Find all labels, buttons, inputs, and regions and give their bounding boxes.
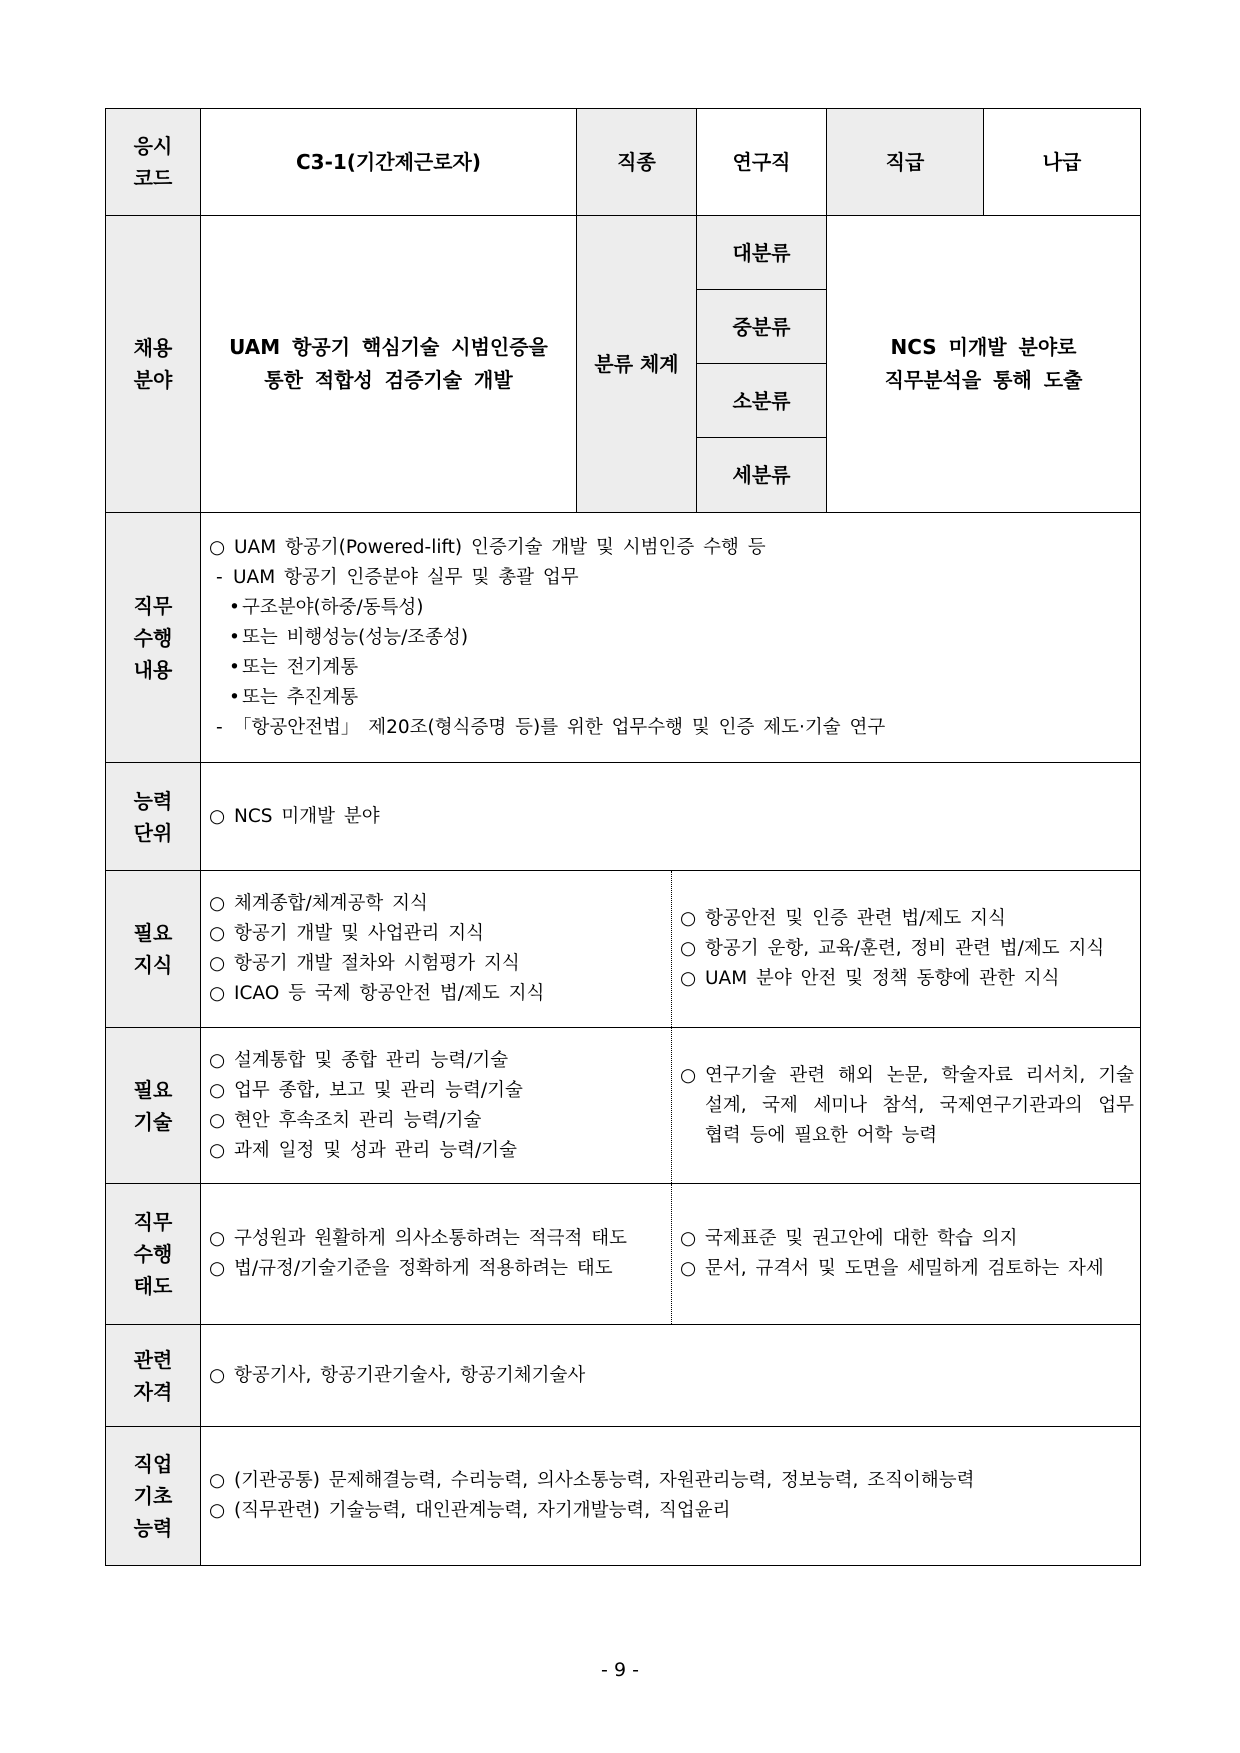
knowledge-line-text: 항공기 운항, 교육/훈련, 정비 관련 법/제도 지식 bbox=[705, 938, 1105, 959]
bullet-marker: ○ bbox=[209, 1049, 226, 1071]
attitude-line bbox=[209, 1224, 665, 1254]
knowledge-line bbox=[680, 904, 1134, 934]
classification-system-label: 분류 체계 bbox=[577, 216, 697, 513]
duties-line-text: 또는 전기계통 bbox=[242, 656, 359, 678]
attitude-left-column bbox=[201, 1184, 671, 1324]
classification-major: 대분류 bbox=[697, 216, 827, 290]
knowledge-line bbox=[209, 919, 665, 949]
competency-line bbox=[209, 802, 1134, 832]
job-description-table bbox=[105, 108, 1141, 1566]
basic-competency-line-text: (기관공통) 문제해결능력, 수리능력, 의사소통능력, 자원관리능력, 정보능력, 조직이해능력 bbox=[234, 1470, 975, 1491]
bullet-marker: ○ bbox=[680, 1064, 697, 1086]
duties-label: 직무 수행 내용 bbox=[106, 513, 201, 763]
classification-value: NCS 미개발 분야로 직무분석을 통해 도출 bbox=[827, 216, 1141, 513]
skills-line bbox=[680, 1061, 1134, 1151]
bullet-marker: ○ bbox=[209, 1470, 226, 1491]
duties-line bbox=[209, 623, 1134, 653]
recruitment-field-title: UAM 항공기 핵심기술 시범인증을 통한 적합성 검증기술 개발 bbox=[201, 216, 577, 513]
basic-competency-content bbox=[201, 1427, 1141, 1566]
attitude-line-text: 법/규정/기술기준을 정확하게 적용하려는 태도 bbox=[234, 1258, 613, 1279]
basic-competency-line-text: (직무관련) 기술능력, 대인관계능력, 자기개발능력, 직업윤리 bbox=[234, 1500, 731, 1521]
skills-line bbox=[209, 1136, 665, 1166]
skills-line-text-part: 설계, 국제 세미나 참석, 국제연구기관과의 업무 bbox=[705, 1094, 1134, 1116]
skills-line-text: 설계통합 및 종합 관리 능력/기술 bbox=[234, 1049, 509, 1071]
competency-unit-label: 능력 단위 bbox=[106, 763, 201, 871]
bullet-marker: ○ bbox=[209, 1228, 226, 1249]
attitude-line bbox=[680, 1254, 1134, 1284]
bullet-marker: ○ bbox=[209, 1500, 226, 1521]
knowledge-line-text: 항공기 개발 절차와 시험평가 지식 bbox=[234, 953, 520, 974]
skills-left-column bbox=[201, 1028, 671, 1183]
duties-line-text: 「항공안전법」 제20조(형식증명 등)를 위한 업무수행 및 인증 제도·기술 연구 bbox=[233, 716, 886, 738]
duties-line bbox=[209, 563, 1134, 593]
bullet-marker: ○ bbox=[209, 953, 226, 974]
competency-unit-content bbox=[201, 763, 1141, 871]
duties-line-text: UAM 항공기(Powered-lift) 인증기술 개발 및 시범인증 수행 등 bbox=[234, 536, 766, 558]
job-type-value: 연구직 bbox=[697, 109, 827, 216]
duties-line bbox=[209, 683, 1134, 713]
knowledge-line-text: 항공안전 및 인증 관련 법/제도 지식 bbox=[705, 908, 1006, 929]
dash-marker: - bbox=[216, 566, 223, 588]
attitude-line-text: 구성원과 원활하게 의사소통하려는 적극적 태도 bbox=[234, 1228, 627, 1249]
bullet-marker: ○ bbox=[209, 536, 226, 558]
dot-marker: • bbox=[229, 626, 240, 648]
duties-line-text: 또는 추진계통 bbox=[242, 686, 359, 708]
bullet-marker: ○ bbox=[209, 1258, 226, 1279]
dot-marker: • bbox=[229, 596, 240, 618]
classification-middle: 중분류 bbox=[697, 290, 827, 364]
bullet-marker: ○ bbox=[680, 938, 697, 959]
bullet-marker: ○ bbox=[209, 893, 226, 914]
bullet-marker: ○ bbox=[209, 1364, 226, 1386]
work-attitude-label: 직무 수행 태도 bbox=[106, 1184, 201, 1325]
grade-label: 직급 bbox=[827, 109, 984, 216]
skills-line bbox=[209, 1106, 665, 1136]
skills-line-text: 과제 일정 및 성과 관리 능력/기술 bbox=[234, 1139, 517, 1161]
dash-marker: - bbox=[216, 716, 223, 738]
knowledge-line bbox=[209, 949, 665, 979]
attitude-line-text: 국제표준 및 권고안에 대한 학습 의지 bbox=[705, 1228, 1018, 1249]
duties-line bbox=[209, 593, 1134, 623]
skills-line-text bbox=[705, 1061, 1134, 1151]
classification-minor: 소분류 bbox=[697, 364, 827, 438]
skills-line-text: 현안 후속조치 관리 능력/기술 bbox=[234, 1109, 482, 1131]
duties-line-text: 또는 비행성능(성능/조종성) bbox=[242, 626, 469, 648]
bullet-marker: ○ bbox=[209, 1079, 226, 1101]
skills-line-text-part: 연구기술 관련 해외 논문, 학술자료 리서치, 기술 bbox=[705, 1064, 1134, 1086]
duties-line-text: 구조분야(하중/동특성) bbox=[242, 596, 424, 618]
certification-label: 관련 자격 bbox=[106, 1325, 201, 1427]
bullet-marker: ○ bbox=[209, 1109, 226, 1131]
attitude-right-column bbox=[671, 1184, 1140, 1324]
bullet-marker: ○ bbox=[209, 983, 226, 1004]
certification-line-text: 항공기사, 항공기관기술사, 항공기체기술사 bbox=[234, 1364, 586, 1386]
dot-marker: • bbox=[229, 686, 240, 708]
certification-line bbox=[209, 1361, 1134, 1391]
bullet-marker: ○ bbox=[680, 908, 697, 929]
duties-content bbox=[201, 513, 1141, 763]
knowledge-line-text: ICAO 등 국제 항공안전 법/제도 지식 bbox=[234, 983, 545, 1004]
knowledge-line bbox=[209, 979, 665, 1009]
classification-detail: 세분류 bbox=[697, 438, 827, 513]
basic-competency-line bbox=[209, 1496, 1134, 1526]
knowledge-line bbox=[680, 934, 1134, 964]
skills-line-text-part: 협력 등에 필요한 어학 능력 bbox=[705, 1124, 938, 1146]
basic-competency-label: 직업 기초 능력 bbox=[106, 1427, 201, 1566]
required-knowledge-label: 필요 지식 bbox=[106, 871, 201, 1028]
required-knowledge-content bbox=[201, 871, 1141, 1028]
duties-line bbox=[209, 713, 1134, 743]
bullet-marker: ○ bbox=[680, 1258, 697, 1279]
bullet-marker: ○ bbox=[209, 805, 226, 827]
skills-line-text: 업무 종합, 보고 및 관리 능력/기술 bbox=[234, 1079, 523, 1101]
skills-right-column bbox=[671, 1028, 1140, 1183]
attitude-line bbox=[680, 1224, 1134, 1254]
exam-code-label: 응시 코드 bbox=[106, 109, 201, 216]
required-skills-label: 필요 기술 bbox=[106, 1028, 201, 1184]
bullet-marker: ○ bbox=[680, 968, 697, 989]
skills-line bbox=[209, 1046, 665, 1076]
duties-line-text: UAM 항공기 인증분야 실무 및 총괄 업무 bbox=[233, 566, 579, 588]
work-attitude-content bbox=[201, 1184, 1141, 1325]
certification-content bbox=[201, 1325, 1141, 1427]
job-type-label: 직종 bbox=[577, 109, 697, 216]
knowledge-left-column bbox=[201, 871, 671, 1027]
basic-competency-line bbox=[209, 1466, 1134, 1496]
knowledge-line bbox=[680, 964, 1134, 994]
attitude-line-text: 문서, 규격서 및 도면을 세밀하게 검토하는 자세 bbox=[705, 1258, 1104, 1279]
bullet-marker: ○ bbox=[209, 1139, 226, 1161]
recruitment-field-label: 채용 분야 bbox=[106, 216, 201, 513]
dot-marker: • bbox=[229, 656, 240, 678]
duties-line bbox=[209, 653, 1134, 683]
page-number: - 9 - bbox=[601, 1659, 639, 1681]
knowledge-right-column bbox=[671, 871, 1140, 1027]
exam-code-value: C3-1(기간제근로자) bbox=[201, 109, 577, 216]
competency-line-text: NCS 미개발 분야 bbox=[234, 805, 380, 827]
knowledge-line-text: 체계종합/체계공학 지식 bbox=[234, 893, 428, 914]
duties-line bbox=[209, 533, 1134, 563]
skills-line bbox=[209, 1076, 665, 1106]
bullet-marker: ○ bbox=[209, 923, 226, 944]
required-skills-content bbox=[201, 1028, 1141, 1184]
attitude-line bbox=[209, 1254, 665, 1284]
bullet-marker: ○ bbox=[680, 1228, 697, 1249]
knowledge-line-text: UAM 분야 안전 및 정책 동향에 관한 지식 bbox=[705, 968, 1060, 989]
grade-value: 나급 bbox=[984, 109, 1141, 216]
knowledge-line bbox=[209, 889, 665, 919]
knowledge-line-text: 항공기 개발 및 사업관리 지식 bbox=[234, 923, 484, 944]
